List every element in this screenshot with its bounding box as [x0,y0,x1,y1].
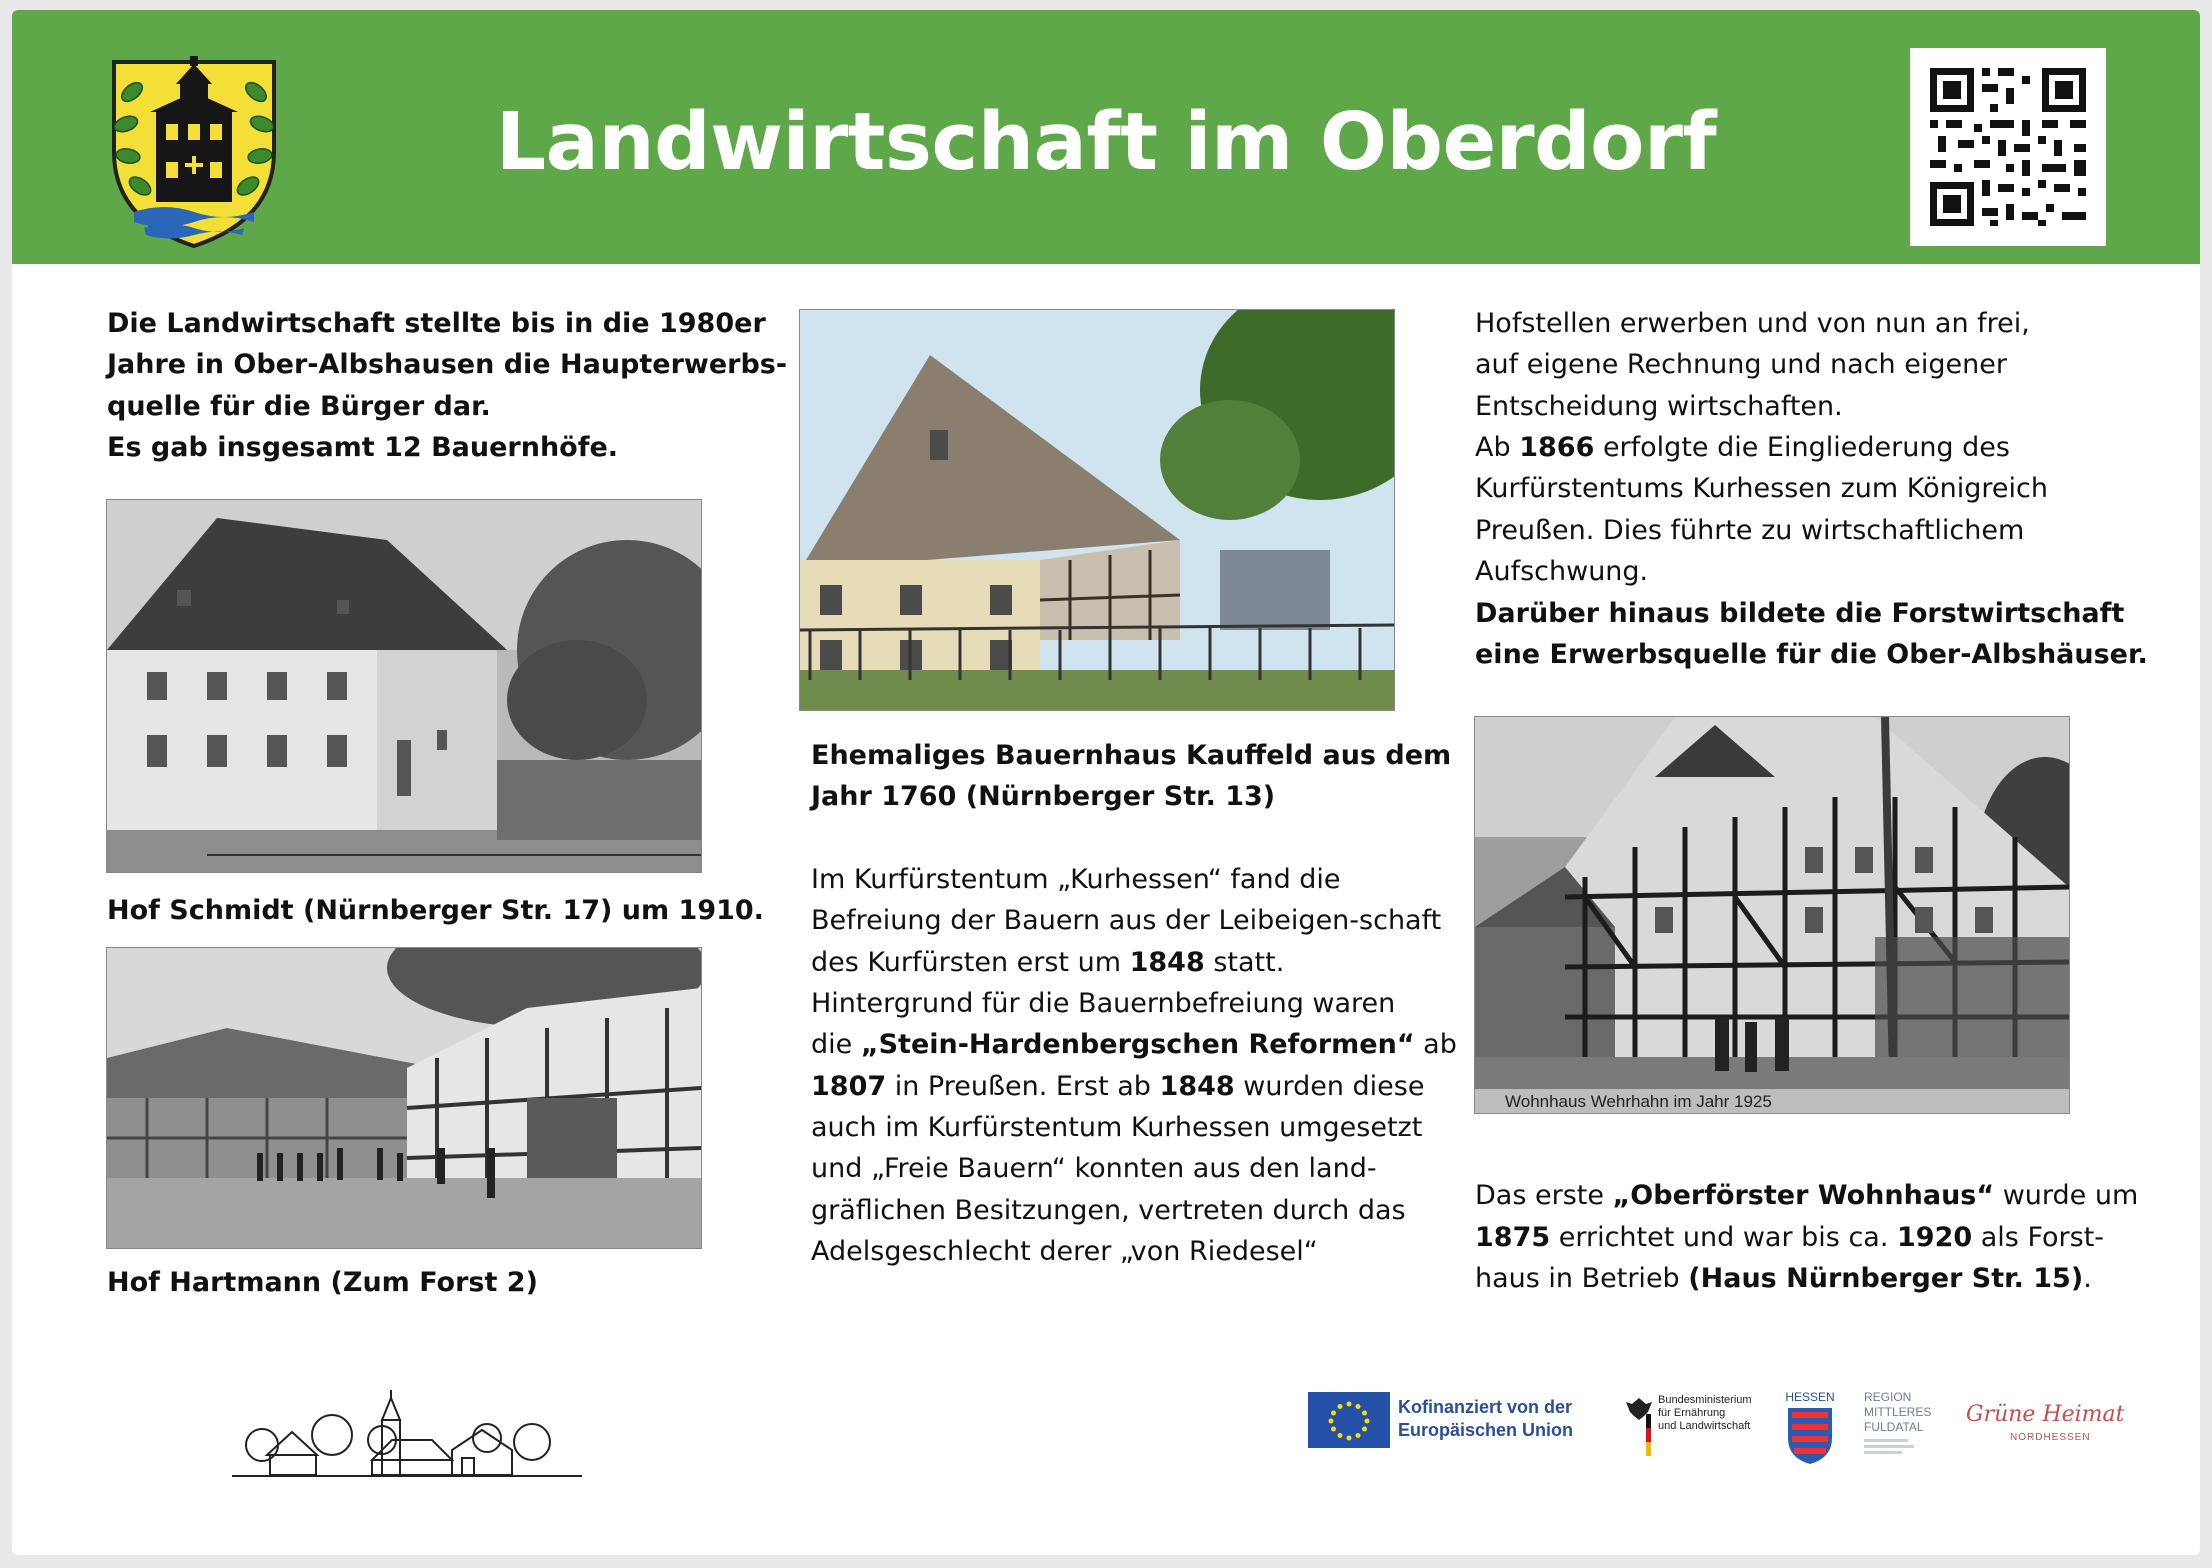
caption-hof-hartmann: Hof Hartmann (Zum Forst 2) [107,1267,538,1298]
body-right-9: eine Erwerbsquelle für die Ober-Albshäuser. [1475,639,2148,670]
region-text-3: FULDATAL [1864,1420,1924,1434]
body-right-5: Kurfürstentums Kurhessen zum Königreich [1475,473,2048,504]
region-fuldatal-logo [1864,1390,1944,1470]
body-mid-8: und „Freie Bauern“ konnten aus den land- [811,1153,1377,1184]
body-mid-1: Im Kurfürstentum „Kurhessen“ fand die [811,864,1341,895]
body-mid-9: gräflichen Besitzungen, vertreten durch das [811,1195,1406,1226]
body-mid-5: die „Stein-Hardenbergschen Reformen“ ab [811,1029,1457,1060]
body-mid-6: 1807 in Preußen. Erst ab 1848 wurden diese [811,1071,1425,1102]
eu-logo [1308,1392,1604,1450]
body-mid-2: Befreiung der Bauern aus der Leibeigen-schaft [811,905,1442,936]
photo-hof-schmidt [106,499,702,873]
caption-wehrhahn-1: Das erste „Oberförster Wohnhaus“ wurde um [1475,1180,2139,1211]
hessen-lion-icon [1780,1404,1840,1466]
qr-code-icon[interactable] [1910,48,2106,246]
caption-wehrhahn-2: 1875 errichtet und war bis ca. 1920 als Forst- [1475,1222,2105,1253]
body-mid-7: auch im Kurfürstentum Kurhessen umgesetzt [811,1112,1423,1143]
region-text-2: MITTLERES [1864,1405,1932,1419]
info-board [12,10,2200,1555]
photo-hof-hartmann [106,947,702,1249]
eu-text-1: Kofinanziert von der [1398,1397,1573,1417]
gruene-script-text: Grüne Heimat [1966,1402,2125,1427]
body-mid-10: Adelsgeschlecht derer „von Riedesel“ [811,1236,1318,1267]
gruene-heimat-logo [1966,1402,2125,1462]
body-right-3: Entscheidung wirtschaften. [1475,391,1843,422]
body-right-4: Ab 1866 erfolgte die Eingliederung des [1475,432,2010,463]
eu-text-2: Europäischen Union [1398,1420,1574,1440]
body-right-7: Aufschwung. [1475,556,1649,587]
photo-label-wehrhahn: Wohnhaus Wehrhahn im Jahr 1925 [1505,1092,1772,1111]
body-right-2: auf eigene Rechnung und nach eigener [1475,349,2007,380]
caption-kauffeld-2: Jahr 1760 (Nürnberger Str. 13) [811,781,1276,812]
page-title: Landwirtschaft im Oberdorf [495,96,1717,188]
caption-hof-schmidt: Hof Schmidt (Nürnberger Str. 17) um 1910. [107,895,764,926]
body-mid-4: Hintergrund für die Bauernbefreiung waren [811,988,1396,1019]
bmel-text-1: Bundesministerium [1658,1394,1752,1406]
intro-line-3: quelle für die Bürger dar. [107,391,491,422]
bmel-text-2: für Ernährung [1658,1407,1726,1419]
header-banner [12,10,2200,264]
hessen-text: HESSEN [1785,1390,1835,1404]
photo-bauernhaus-kauffeld [799,309,1395,711]
hessen-logo [1780,1390,1840,1472]
eu-flag-icon [1308,1392,1390,1448]
bmel-text-3: und Landwirtschaft [1658,1420,1751,1432]
body-mid-3: des Kurfürsten erst um 1848 statt. [811,947,1285,978]
body-right-6: Preußen. Dies führte zu wirtschaftlichem [1475,515,2025,546]
bmel-logo [1624,1394,1764,1464]
eagle-icon [1624,1394,1654,1464]
body-right-8: Darüber hinaus bildete die Forstwirtschaft [1475,598,2125,629]
caption-kauffeld-1: Ehemaliges Bauernhaus Kauffeld aus dem [811,740,1452,771]
intro-line-1: Die Landwirtschaft stellte bis in die 1980er [107,308,766,339]
photo-wohnhaus-wehrhahn [1474,716,2070,1114]
intro-line-2: Jahre in Ober-Albshausen die Haupterwerbs- [107,349,788,380]
region-text-1: REGION [1864,1390,1912,1404]
caption-wehrhahn-3: haus in Betrieb (Haus Nürnberger Str. 15). [1475,1263,2092,1294]
gruene-caps-text: NORDHESSEN [2010,1432,2091,1443]
village-sketch-icon [232,1380,582,1480]
body-right-1: Hofstellen erwerben und von nun an frei, [1475,308,2030,339]
intro-line-4: Es gab insgesamt 12 Bauernhöfe. [107,432,619,463]
